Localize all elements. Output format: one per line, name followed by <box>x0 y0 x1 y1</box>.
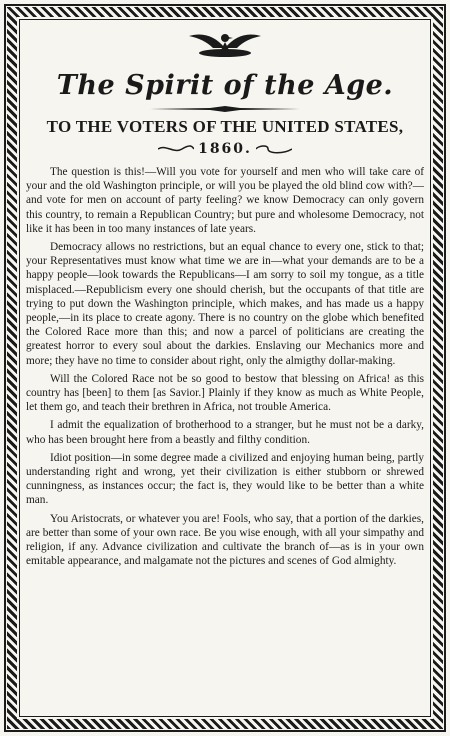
year: 1860. <box>198 141 252 157</box>
broadside-content <box>26 26 424 710</box>
year-row <box>26 141 424 157</box>
broadside-body <box>26 165 424 568</box>
paragraph: I admit the equalization of brotherhood to a stranger, but he must not be a darky, who has been brought here from a beastly and filthy condition. <box>26 419 424 446</box>
broadside-title: The Spirit of the Age. <box>56 70 394 101</box>
paragraph: Idiot position—in some degree made a civilized and enjoying human being, partly understanding right and wrong, yet their civilization is either stubborn or shrewed cunningness, as instances occur; the fact is, they would like to be better than a white man. <box>26 451 424 507</box>
paragraph: Democracy allows no restrictions, but an equal chance to every one, stick to that; your Representatives must know what time we are in—what your demands are to be a happy people—look towards the Republicans—I am sorry to soil my tongue, as a title misplaced.—Republicism every one should cherish, but the occupants of that title are trying to put down the Washington principle, which makes, and has made us a happy people,—in its place to create agony. There is no country on the globe which benefited the Colored Race more than this; and now a parcel of politicians are creating the greatest horror to every soul about the darkies. Enslaving our Mechanics more and more; they have no time to consider about right, only the almigthy dollar-making. <box>26 241 424 367</box>
paragraph: The question is this!—Will you vote for yourself and men who will take care of your and the old Washington principle, or will you be played the old blind cow with?—and vote for men on account of party feeling? we know Democracy can only govern this country, to remain a Republican Country; but pure and wholesome Democracy, not like it has been in too many instances of late years. <box>26 166 424 235</box>
eagle-icon <box>185 26 265 60</box>
divider-rule <box>150 105 300 113</box>
paragraph: Will the Colored Race not be so good to bestow that blessing on Africa! as this country has [been] to them [as Savior.] Plainly if they know as much as White People, let them go, and teach their brethren in Africa, not trouble America. <box>26 372 424 414</box>
flourish-right-icon <box>256 144 292 154</box>
broadside-heading: TO THE VOTERS OF THE UNITED STATES, <box>46 117 404 136</box>
flourish-left-icon <box>158 144 194 154</box>
paragraph: You Aristocrats, or whatever you are! Fools, who say, that a portion of the darkies, are better than some of your own race. Be you wise enough, with all your simpathy and religion, if any. Advance civilization and cultivate the branch of—as is in your own emitable appearance, and malgamate not the pictures and scenes of God almighty. <box>26 512 424 568</box>
